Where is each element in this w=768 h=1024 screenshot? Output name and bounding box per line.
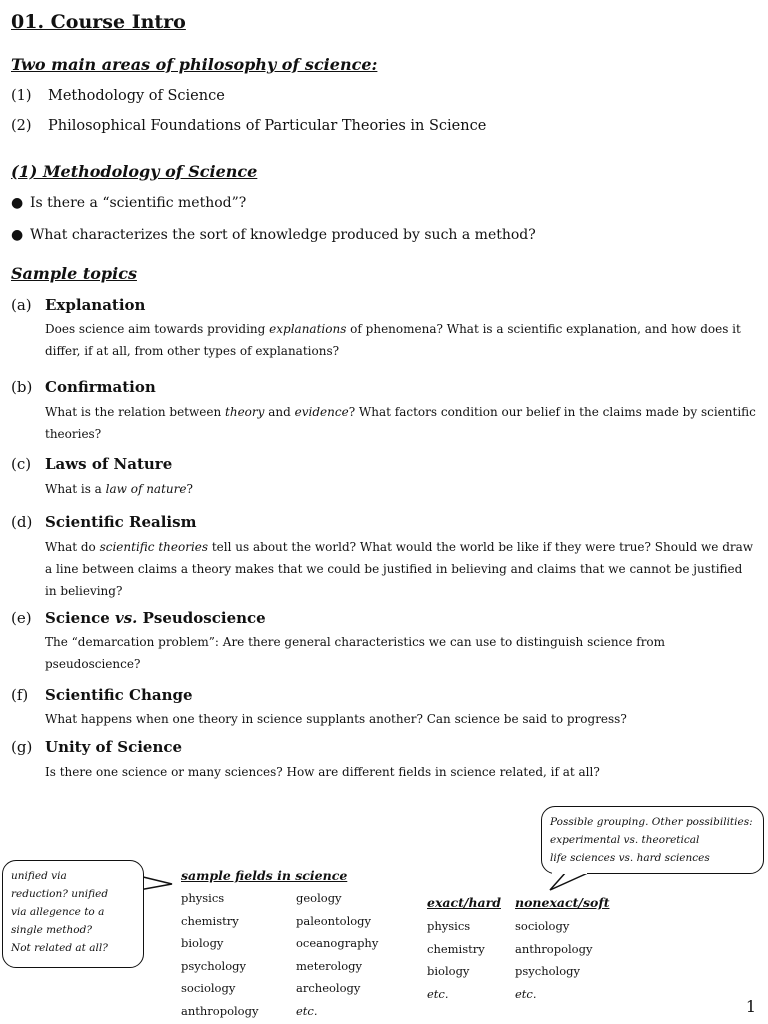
body-text: tell us about the world? What would the world be like if they were true? Should we draw a line between claims a theory makes that we could be justified in believing and claims that we cannot be justified in believing?	[45, 540, 754, 598]
field-item: physics	[181, 891, 225, 905]
body-text: The “demarcation problem”: Are there general characteristics we can use to distinguish science from pseudoscience?	[45, 635, 666, 671]
field-item: oceanography	[296, 936, 379, 950]
body-text: of phenomena? What is a scientific explanation, and how does it differ, if at all, from other types of explanations?	[45, 322, 741, 358]
field-item: etc.	[296, 1003, 318, 1018]
area-text: Methodology of Science	[48, 88, 225, 104]
group-item: psychology	[515, 964, 580, 978]
body-emphasis: theory	[225, 405, 265, 419]
topic-body	[45, 401, 757, 445]
right-callout	[541, 806, 764, 874]
field-item: chemistry	[181, 913, 239, 928]
fields-column-1	[181, 887, 258, 1022]
topic-scientific-realism	[11, 513, 196, 531]
bullet-icon: ●	[11, 195, 24, 211]
topic-body	[45, 536, 757, 602]
page-title: 01. Course Intro	[11, 11, 186, 33]
callout-line: reduction? unified	[11, 888, 109, 900]
topic-body	[45, 478, 757, 500]
topic-title	[45, 609, 266, 627]
topic-letter: (c)	[11, 455, 32, 473]
nonexact-column	[515, 915, 592, 1005]
topic-letter: (e)	[11, 609, 32, 627]
topic-letter: (a)	[11, 296, 32, 314]
topic-title: Laws of Nature	[45, 455, 173, 473]
nonexact-title: nonexact/soft	[515, 895, 610, 910]
topic-confirmation	[11, 378, 156, 396]
field-item: sociology	[181, 981, 236, 995]
methodology-heading: (1) Methodology of Science	[11, 162, 258, 181]
body-text: ? What factors condition our belief in the claims made by scientific theories?	[45, 405, 756, 441]
body-text: What is a	[45, 482, 106, 496]
fields-title: sample fields in science	[181, 868, 348, 883]
body-text: ?	[186, 482, 193, 496]
title-emphasis: vs.	[115, 609, 138, 627]
group-item: physics	[427, 919, 471, 933]
body-emphasis: law of nature	[105, 482, 187, 496]
topic-body	[45, 708, 757, 730]
field-item: anthropology	[181, 1003, 259, 1018]
topic-letter: (d)	[11, 513, 33, 531]
callout-line: via allegence to a	[11, 906, 105, 918]
area-item-2	[11, 118, 486, 134]
topic-title: Confirmation	[45, 378, 156, 396]
tail-joint	[139, 876, 142, 889]
callout-line: Not related at all?	[11, 942, 108, 954]
topic-title: Scientific Change	[45, 686, 193, 704]
area-number: (1)	[11, 88, 32, 104]
topic-title: Scientific Realism	[45, 513, 197, 531]
topic-letter: (b)	[11, 378, 33, 396]
exact-column	[427, 915, 485, 1005]
field-item: meterology	[296, 958, 363, 973]
sample-topics-heading: Sample topics	[11, 264, 137, 283]
field-item: biology	[181, 936, 224, 950]
body-text: What do	[45, 540, 100, 554]
body-text: What happens when one theory in science supplants another? Can science be said to progress?	[45, 712, 627, 726]
topic-body	[45, 631, 757, 675]
areas-heading: Two main areas of philosophy of science:	[11, 55, 378, 74]
topic-title: Explanation	[45, 296, 146, 314]
topic-title: Unity of Science	[45, 738, 183, 756]
bullet-icon: ●	[11, 227, 24, 243]
group-item: etc.	[427, 986, 449, 1001]
group-item: etc.	[515, 986, 537, 1001]
left-callout-tail-cover	[0, 860, 180, 900]
title-part: Pseudoscience	[137, 609, 266, 627]
body-text: Does science aim towards providing	[45, 322, 270, 336]
bullet-text: Is there a “scientific method”?	[30, 195, 247, 211]
topic-scientific-change	[11, 686, 193, 704]
bullet-text: What characterizes the sort of knowledge produced by such a method?	[30, 227, 536, 243]
field-item: paleontology	[296, 913, 372, 928]
group-item: sociology	[515, 919, 570, 933]
topic-body	[45, 318, 757, 362]
field-item: psychology	[181, 958, 246, 973]
body-text: What is the relation between	[45, 405, 226, 419]
topic-unity-of-science	[11, 738, 182, 756]
field-item: geology	[296, 891, 342, 905]
tail-joint	[552, 871, 587, 874]
callout-line: experimental vs. theoretical	[550, 834, 700, 846]
topic-body	[45, 761, 757, 783]
methodology-bullet-1	[11, 195, 246, 211]
callout-line: single method?	[11, 924, 92, 936]
topic-explanation	[11, 296, 145, 314]
group-item: biology	[427, 964, 470, 978]
callout-line: Possible grouping. Other possibilities:	[550, 816, 753, 828]
area-item-1	[11, 88, 225, 104]
right-callout-tail-cover	[540, 866, 600, 878]
title-part: Science	[45, 609, 116, 627]
fields-column-2	[296, 887, 378, 1022]
body-emphasis: explanations	[269, 322, 347, 336]
body-emphasis: evidence	[294, 405, 349, 419]
body-text: Is there one science or many sciences? How are different fields in science related, if at all?	[45, 765, 600, 779]
callout-line: unified via	[11, 870, 67, 882]
methodology-bullet-2	[11, 227, 536, 243]
group-item: chemistry	[427, 941, 485, 956]
topic-science-vs-pseudoscience	[11, 609, 266, 627]
exact-title: exact/hard	[427, 895, 501, 910]
topic-letter: (f)	[11, 686, 29, 704]
area-text: Philosophical Foundations of Particular Theories in Science	[48, 118, 487, 134]
body-text: and	[264, 405, 295, 419]
field-item: archeology	[296, 981, 361, 995]
body-emphasis: scientific theories	[99, 540, 209, 554]
area-number: (2)	[11, 118, 32, 134]
group-item: anthropology	[515, 941, 593, 956]
page-number: 1	[745, 997, 756, 1016]
topic-laws-of-nature	[11, 455, 172, 473]
callout-line: life sciences vs. hard sciences	[550, 852, 710, 864]
topic-letter: (g)	[11, 738, 33, 756]
